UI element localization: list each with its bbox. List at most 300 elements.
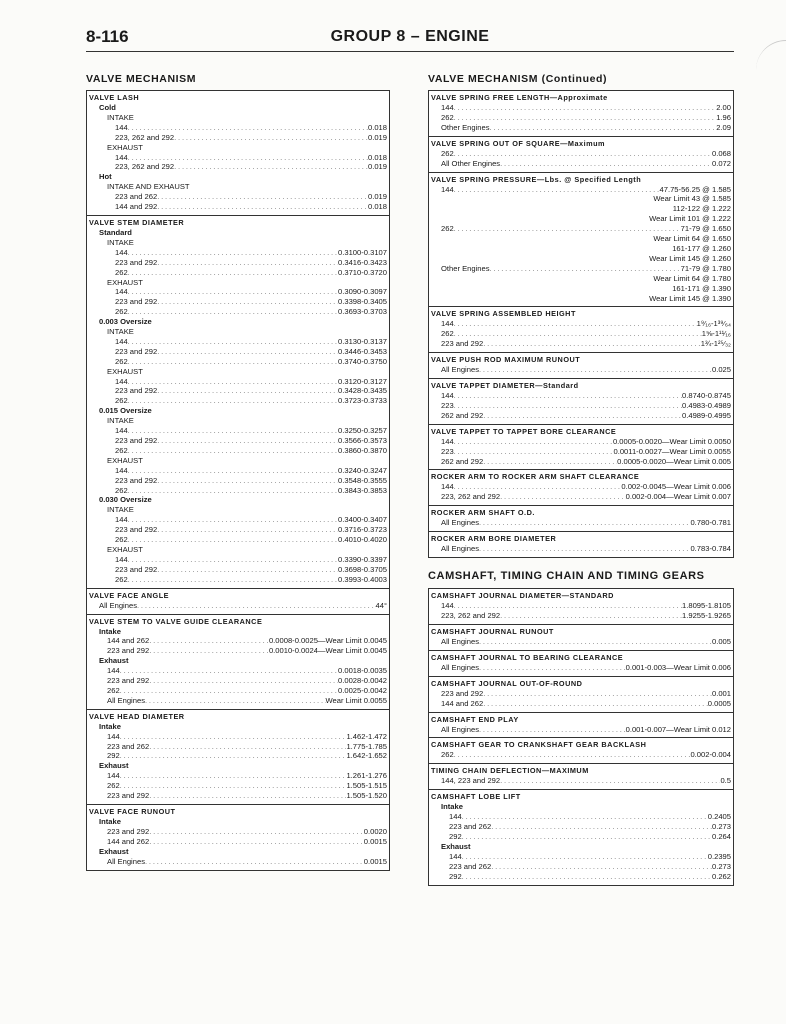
spec-label: 223 and 292	[115, 525, 158, 535]
spec-row	[429, 284, 733, 294]
spec-label: All Engines	[441, 544, 479, 554]
spec-value: 0.0020	[363, 826, 387, 836]
spec-row	[429, 601, 733, 611]
dot-leader	[128, 357, 338, 367]
dot-leader	[157, 258, 338, 268]
spec-label: 144	[107, 731, 120, 741]
spec-section-title: VALVE TAPPET DIAMETER—Standard	[431, 381, 579, 391]
spec-label: 262	[441, 224, 454, 234]
spec-value: 0.3100-0.3107	[338, 247, 387, 257]
spec-section	[429, 676, 733, 712]
spec-row	[87, 377, 389, 387]
spec-section	[429, 172, 733, 307]
spec-label: 262	[441, 750, 454, 760]
spec-label: 144, 223 and 292	[441, 776, 501, 786]
spec-label: 144	[441, 184, 454, 194]
spec-section	[429, 589, 733, 624]
spec-value: Wear Limit 145 @ 1.390	[649, 293, 731, 303]
spec-value: 0.3240-0.3247	[338, 465, 387, 475]
spec-label: 223 and 292	[107, 791, 150, 801]
spec-value: 1.9255-1.9265	[682, 611, 731, 620]
spec-row	[429, 224, 733, 234]
dot-leader	[454, 224, 681, 234]
dot-leader	[454, 401, 682, 411]
spec-value: 0.2405	[707, 812, 731, 822]
dot-leader	[120, 666, 338, 676]
dot-leader	[128, 466, 338, 476]
spec-row	[87, 133, 389, 143]
spec-label: 144 and 262	[107, 636, 150, 646]
spec-row	[87, 347, 389, 357]
spec-row	[429, 214, 733, 224]
spec-value: 0.068	[711, 148, 731, 158]
spec-row	[429, 725, 733, 735]
spec-row	[87, 837, 389, 847]
spec-section	[87, 614, 389, 709]
spec-label: 292	[449, 831, 462, 841]
spec-subheading: Intake	[99, 817, 121, 826]
spec-subheading: INTAKE	[107, 237, 134, 247]
spec-section-title: TIMING CHAIN DEFLECTION—MAXIMUM	[431, 766, 589, 776]
dot-leader	[128, 287, 338, 297]
spec-row	[87, 636, 389, 646]
spec-label: 223 and 292	[107, 676, 150, 686]
spec-section-title: VALVE PUSH ROD MAXIMUM RUNOUT	[431, 355, 581, 365]
spec-row	[429, 339, 733, 349]
spec-section-title: VALVE SPRING FREE LENGTH—Approximate	[431, 93, 608, 102]
spec-label: 144	[115, 554, 128, 564]
spec-section	[429, 789, 733, 884]
spec-value: 0.0011-0.0027—Wear Limit 0.0055	[613, 446, 731, 456]
spec-row	[87, 357, 389, 367]
spec-section-title: CAMSHAFT GEAR TO CRANKSHAFT GEAR BACKLASH	[431, 740, 647, 750]
spec-label: 223 and 292	[441, 339, 484, 349]
spec-value: 0.018	[367, 122, 387, 132]
spec-subheading: INTAKE	[107, 112, 134, 122]
spec-row	[87, 771, 389, 781]
spec-label: All Engines	[441, 636, 479, 646]
spec-row	[429, 159, 733, 169]
dot-leader	[149, 676, 338, 686]
spec-subheading: Intake	[99, 626, 121, 636]
spec-subheading: Cold	[99, 103, 116, 112]
spec-subheading: Intake	[99, 721, 121, 731]
spec-row	[87, 153, 389, 163]
spec-value: 0.3693-0.3703	[338, 307, 387, 317]
dot-leader	[128, 555, 338, 565]
dot-leader	[490, 264, 681, 274]
dot-leader	[157, 297, 338, 307]
dot-leader	[157, 476, 338, 486]
spec-value: 0.2395	[707, 851, 731, 861]
dot-leader	[479, 544, 690, 554]
spec-label: All Engines	[107, 856, 145, 866]
spec-value: 0.3860-0.3870	[338, 445, 387, 455]
spec-section	[87, 215, 389, 588]
spec-label: 144	[115, 152, 128, 162]
spec-row	[429, 244, 733, 254]
spec-value: 0.001-0.003—Wear Limit 0.006	[625, 662, 731, 672]
spec-subheading: Standard	[99, 227, 132, 237]
spec-section-title: VALVE FACE RUNOUT	[89, 807, 176, 816]
spec-row	[87, 486, 389, 496]
spec-value: 0.0008-0.0025—Wear Limit 0.0045	[268, 636, 387, 646]
spec-value: 0.3698-0.3705	[338, 564, 387, 574]
spec-label: 223 and 262	[449, 861, 492, 871]
spec-value: 1.96	[716, 112, 731, 122]
dot-leader	[479, 637, 712, 647]
spec-row	[429, 699, 733, 709]
spec-value: 0.018	[367, 152, 387, 162]
spec-value: 0.0010-0.0024—Wear Limit 0.0045	[268, 646, 387, 656]
dot-leader	[157, 565, 338, 575]
spec-value: 1.462-1.472	[346, 731, 387, 741]
spec-label: All Engines	[441, 662, 479, 672]
dot-leader	[149, 646, 269, 656]
dot-leader	[157, 202, 368, 212]
spec-section	[429, 531, 733, 557]
spec-value: Wear Limit 64 @ 1.650	[653, 234, 731, 244]
spec-label: 262	[107, 781, 120, 791]
spec-row	[87, 268, 389, 278]
spec-label: 144	[107, 666, 120, 676]
spec-section-title: ROCKER ARM SHAFT O.D.	[431, 508, 535, 518]
dot-leader	[128, 535, 338, 545]
right-column	[428, 72, 734, 886]
spec-row	[429, 185, 733, 195]
spec-value: 0.3710-0.3720	[338, 267, 387, 277]
spec-label: 223 and 292	[107, 826, 150, 836]
spec-value: 0.025	[711, 365, 731, 375]
spec-row	[429, 637, 733, 647]
dot-leader	[120, 732, 347, 742]
spec-section-title: CAMSHAFT LOBE LIFT	[431, 792, 521, 802]
dot-leader	[479, 725, 626, 735]
dot-leader	[454, 185, 660, 195]
spec-label: 144	[441, 103, 454, 112]
spec-label: Other Engines	[441, 263, 490, 273]
spec-row	[429, 812, 733, 822]
spec-value: 0.4010-0.4020	[338, 535, 387, 545]
spec-section	[429, 424, 733, 470]
dot-leader	[479, 518, 690, 528]
spec-row	[429, 852, 733, 862]
spec-row	[429, 319, 733, 329]
spec-value: 0.3416-0.3423	[338, 257, 387, 267]
dot-leader	[491, 862, 712, 872]
dot-leader	[157, 386, 338, 396]
spec-label: 223 and 292	[115, 436, 158, 445]
spec-row	[429, 194, 733, 204]
spec-section-title: VALVE STEM TO VALVE GUIDE CLEARANCE	[89, 616, 263, 626]
spec-value: 1.775-1.785	[346, 741, 387, 751]
page-group-title: GROUP 8 – ENGINE	[330, 28, 490, 45]
page-corner-mark	[756, 40, 786, 71]
dot-leader	[454, 103, 717, 113]
spec-value: 0.0018-0.0035	[338, 666, 387, 676]
spec-row	[87, 162, 389, 172]
spec-row	[87, 123, 389, 133]
spec-row	[429, 482, 733, 492]
dot-leader	[128, 486, 338, 496]
dot-leader	[149, 791, 346, 801]
spec-row	[87, 827, 389, 837]
spec-row	[429, 123, 733, 133]
spec-row	[429, 411, 733, 421]
spec-value: 71-79 @ 1.780	[680, 263, 731, 273]
spec-row	[429, 254, 733, 264]
spec-label: 262	[115, 535, 128, 545]
spec-section	[429, 712, 733, 738]
dot-leader	[454, 149, 712, 159]
spec-label: 223, 262 and 292	[441, 611, 501, 620]
spec-value: 0.0005	[707, 698, 731, 708]
spec-value: 0.3390-0.3397	[338, 554, 387, 564]
spec-row	[429, 401, 733, 411]
spec-row	[429, 776, 733, 786]
spec-value: 0.005	[711, 636, 731, 646]
spec-label: 144	[115, 465, 128, 475]
spec-row	[87, 525, 389, 535]
spec-row	[87, 515, 389, 525]
spec-label: 262	[441, 329, 454, 339]
spec-value: 71-79 @ 1.650	[680, 224, 731, 234]
spec-value: Wear Limit 101 @ 1.222	[649, 214, 731, 224]
dot-leader	[174, 162, 368, 172]
spec-row	[429, 518, 733, 528]
spec-value: 0.0028-0.0042	[338, 676, 387, 686]
spec-value: 0.0015	[363, 836, 387, 846]
spec-value: Wear Limit 0.0055	[325, 695, 387, 705]
spec-value: 0.273	[711, 822, 731, 832]
spec-row	[429, 329, 733, 339]
spec-label: 262 and 292	[441, 456, 484, 466]
spec-row	[87, 696, 389, 706]
dot-leader	[483, 411, 682, 421]
dot-leader	[128, 396, 338, 406]
spec-value: 0.0005-0.0020—Wear Limit 0.0050	[612, 436, 731, 446]
dot-leader	[128, 575, 338, 585]
spec-value: 0.5	[720, 776, 731, 786]
dot-leader	[454, 437, 613, 447]
spec-row	[87, 742, 389, 752]
spec-label: 223	[441, 400, 454, 410]
spec-value: 0.002-0.004—Wear Limit 0.007	[625, 492, 731, 502]
spec-row	[429, 492, 733, 502]
spec-section-title: VALVE LASH	[89, 93, 140, 102]
camshaft-section-title: CAMSHAFT, TIMING CHAIN AND TIMING GEARS	[428, 570, 705, 583]
spec-section	[87, 91, 389, 215]
spec-value: 0.3250-0.3257	[338, 426, 387, 436]
spec-value: 0.3130-0.3137	[338, 336, 387, 346]
spec-label: 144	[115, 287, 128, 297]
spec-label: All Engines	[441, 724, 479, 734]
spec-subheading: EXHAUST	[107, 455, 143, 465]
right-column-title: VALVE MECHANISM (Continued)	[428, 73, 608, 85]
dot-leader	[145, 857, 364, 867]
spec-row	[429, 103, 733, 113]
spec-value: 0.3723-0.3733	[338, 396, 387, 406]
dot-leader	[454, 601, 682, 611]
spec-value: 0.3566-0.3573	[338, 436, 387, 445]
spec-row	[429, 437, 733, 447]
dot-leader	[120, 686, 338, 696]
spec-value: 0.3446-0.3453	[338, 346, 387, 356]
spec-row	[429, 872, 733, 882]
dot-leader	[491, 822, 712, 832]
spec-label: 144	[449, 851, 462, 861]
spec-section	[429, 352, 733, 378]
dot-leader	[149, 742, 346, 752]
spec-section-title: ROCKER ARM BORE DIAMETER	[431, 534, 557, 544]
spec-value: 44°	[375, 600, 387, 610]
dot-leader	[462, 872, 712, 882]
dot-leader	[483, 699, 708, 709]
spec-value: 1¾-1²⁵⁄₃₂	[700, 339, 731, 349]
spec-row	[87, 732, 389, 742]
spec-row	[429, 689, 733, 699]
spec-value: 0.4989-0.4995	[682, 410, 731, 420]
spec-row	[87, 396, 389, 406]
spec-value: 1⅝-1¹¹⁄₁₆	[701, 329, 731, 339]
dot-leader	[454, 329, 702, 339]
spec-section-title: VALVE HEAD DIAMETER	[89, 711, 185, 721]
spec-label: 144	[115, 376, 128, 386]
left-spec-table	[86, 90, 390, 871]
spec-value: Wear Limit 43 @ 1.585	[653, 194, 731, 204]
header-rule	[86, 51, 734, 52]
spec-row	[87, 297, 389, 307]
dot-leader	[500, 492, 625, 502]
dot-leader	[462, 832, 712, 842]
spec-section	[87, 588, 389, 614]
dot-leader	[157, 192, 368, 202]
spec-label: 223 and 292	[115, 564, 158, 574]
dot-leader	[128, 377, 338, 387]
spec-label: 144	[441, 482, 454, 492]
spec-row	[429, 149, 733, 159]
spec-value: 0.002-0.0045—Wear Limit 0.006	[621, 482, 731, 492]
dot-leader	[128, 446, 338, 456]
spec-row	[87, 791, 389, 801]
spec-label: All Engines	[99, 600, 137, 610]
spec-row	[87, 686, 389, 696]
spec-value: 0.019	[367, 192, 387, 202]
spec-row	[429, 204, 733, 214]
spec-subheading: 0.030 Oversize	[99, 495, 152, 505]
spec-label: 144	[441, 319, 454, 329]
spec-value: 0.3716-0.3723	[338, 525, 387, 535]
dot-leader	[149, 827, 364, 837]
spec-row	[87, 248, 389, 258]
spec-section-title: VALVE TAPPET TO TAPPET BORE CLEARANCE	[431, 426, 617, 436]
spec-row	[87, 202, 389, 212]
spec-value: 0.072	[711, 158, 731, 168]
spec-label: 144	[115, 515, 128, 525]
spec-value: 1.505-1.515	[346, 781, 387, 791]
spec-section-title: VALVE FACE ANGLE	[89, 590, 170, 600]
spec-row	[429, 663, 733, 673]
spec-section	[429, 306, 733, 352]
spec-value: 0.019	[367, 162, 387, 172]
spec-value: 0.3843-0.3853	[338, 485, 387, 495]
spec-label: 144	[449, 812, 462, 822]
spec-value: 0.0005-0.0020—Wear Limit 0.005	[617, 456, 731, 466]
spec-row	[87, 601, 389, 611]
spec-label: 292	[449, 871, 462, 881]
spec-value: 2.09	[716, 122, 731, 132]
spec-value: 161-171 @ 1.390	[672, 283, 731, 293]
spec-row	[87, 386, 389, 396]
spec-section-title: VALVE SPRING OUT OF SQUARE—Maximum	[431, 138, 606, 148]
spec-section	[429, 624, 733, 650]
spec-subheading: Intake	[441, 802, 463, 812]
spec-value: 161-177 @ 1.260	[672, 243, 731, 253]
spec-subheading: INTAKE	[107, 327, 134, 337]
spec-label: 262	[115, 267, 128, 277]
spec-value: 1.642-1.652	[346, 751, 387, 761]
left-column-title: VALVE MECHANISM	[86, 73, 197, 85]
spec-row	[87, 666, 389, 676]
dot-leader	[462, 852, 708, 862]
spec-value: 0.001-0.007—Wear Limit 0.012	[625, 724, 731, 734]
spec-label: 223 and 262	[449, 822, 492, 832]
page-number: 8-116	[86, 27, 129, 46]
dot-leader	[157, 525, 338, 535]
spec-label: 262	[115, 485, 128, 495]
dot-leader	[483, 339, 700, 349]
spec-row	[429, 822, 733, 832]
spec-section	[429, 505, 733, 531]
dot-leader	[137, 601, 376, 611]
dot-leader	[483, 457, 617, 467]
spec-section	[429, 737, 733, 763]
spec-label: 223	[441, 446, 454, 456]
dot-leader	[128, 248, 338, 258]
spec-label: All Engines	[441, 518, 479, 528]
spec-subheading: Exhaust	[441, 841, 471, 851]
spec-subheading: EXHAUST	[107, 544, 143, 554]
dot-leader	[500, 776, 720, 786]
spec-row	[429, 234, 733, 244]
spec-label: Other Engines	[441, 122, 490, 132]
spec-label: 144	[115, 247, 128, 257]
spec-label: 262	[441, 112, 454, 122]
spec-row	[87, 575, 389, 585]
spec-section	[429, 763, 733, 789]
dot-leader	[157, 347, 338, 357]
spec-section-title: CAMSHAFT JOURNAL OUT-OF-ROUND	[431, 678, 583, 688]
spec-subheading: Exhaust	[99, 761, 129, 771]
camshaft-spec-table	[428, 588, 734, 885]
spec-label: 223 and 292	[441, 688, 484, 698]
spec-section-title: CAMSHAFT JOURNAL RUNOUT	[431, 626, 554, 636]
right-spec-table	[428, 90, 734, 558]
spec-section	[429, 378, 733, 424]
spec-value: 1.261-1.276	[346, 771, 387, 781]
spec-subheading: EXHAUST	[107, 277, 143, 287]
spec-value: 0.783-0.784	[690, 544, 731, 554]
spec-section-title: ROCKER ARM TO ROCKER ARM SHAFT CLEARANCE	[431, 472, 640, 482]
spec-row	[87, 646, 389, 656]
spec-label: 223 and 292	[115, 257, 158, 267]
spec-section-title: VALVE SPRING PRESSURE—Lbs. @ Specified Length	[431, 174, 642, 184]
dot-leader	[490, 123, 717, 133]
spec-section-title: CAMSHAFT JOURNAL DIAMETER—STANDARD	[431, 591, 614, 601]
dot-leader	[128, 307, 338, 317]
spec-label: 144 and 262	[107, 836, 150, 846]
spec-row	[87, 337, 389, 347]
